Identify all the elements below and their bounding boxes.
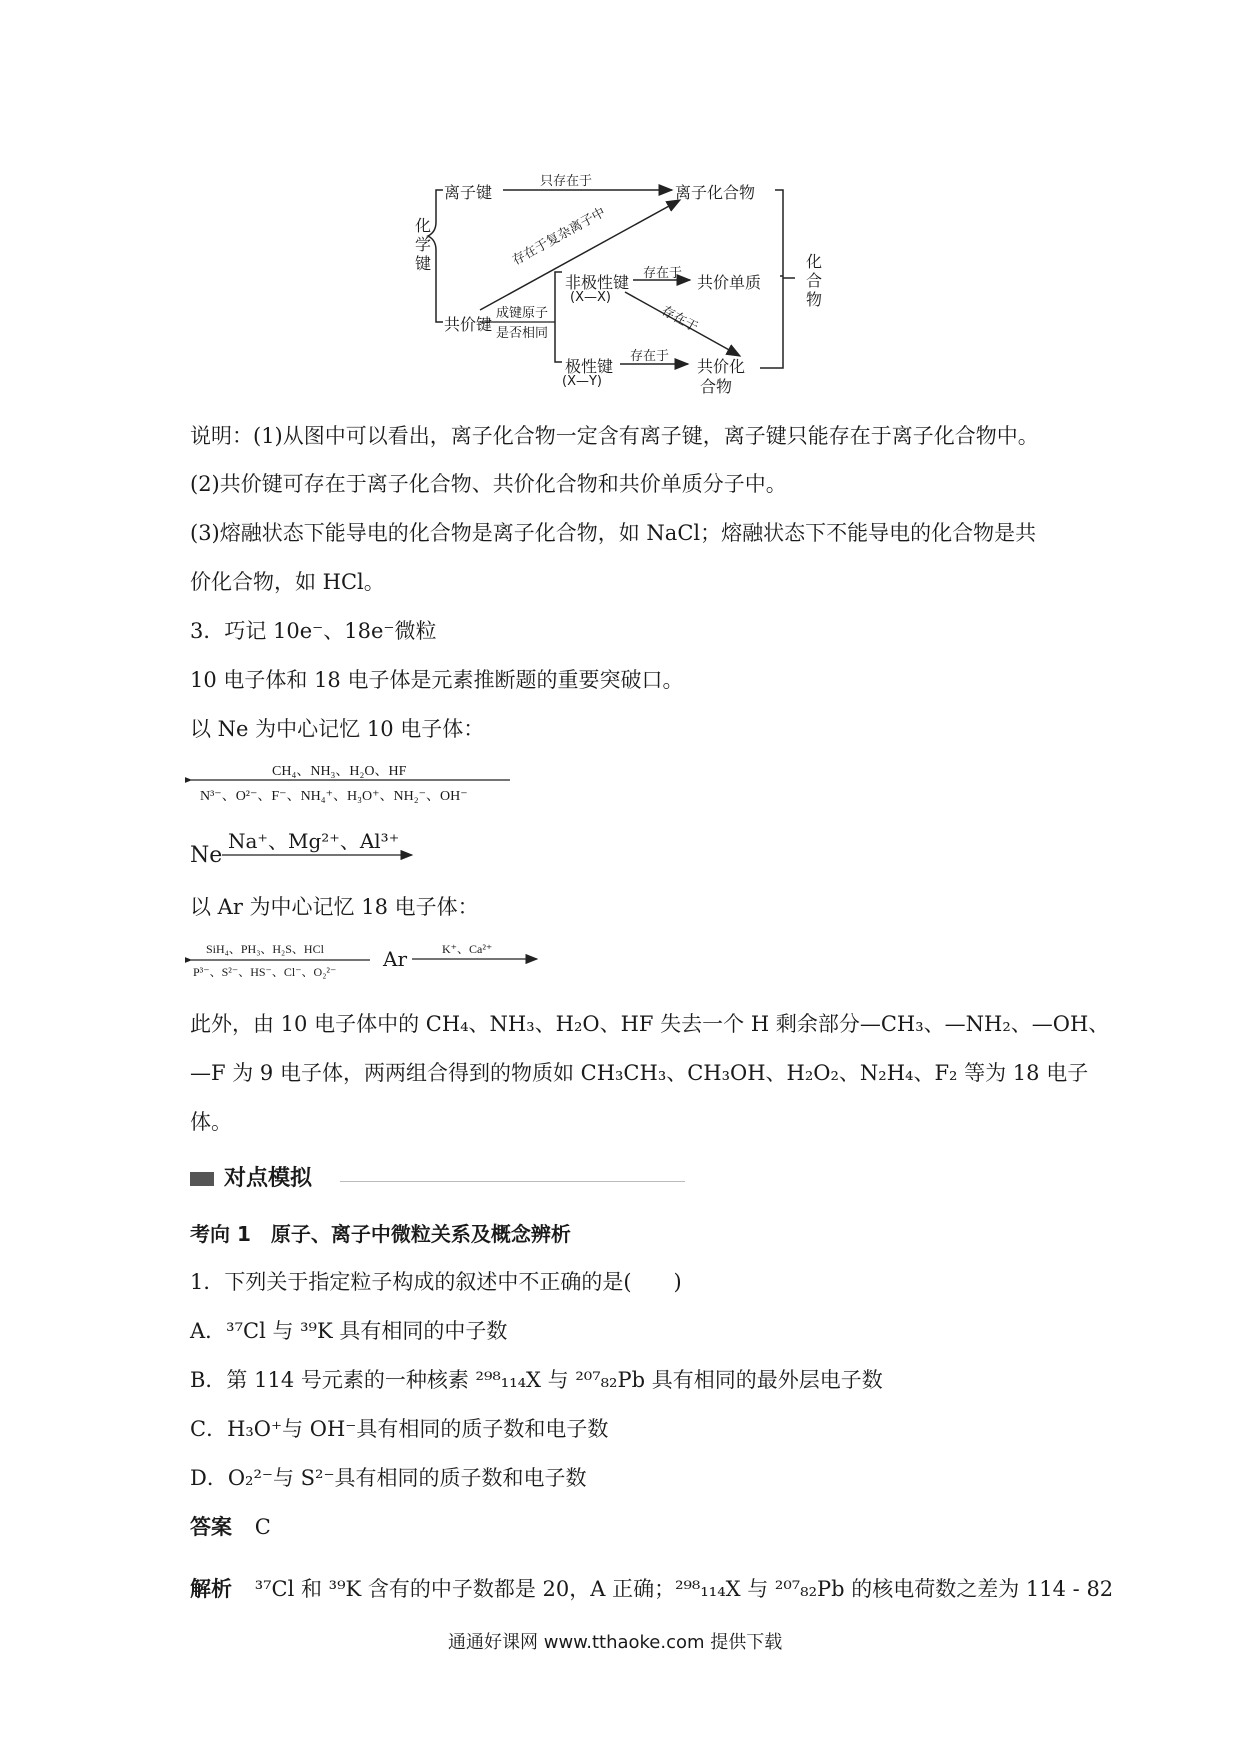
nonpolar-formula: (X—X) bbox=[570, 290, 611, 305]
only-in-label: 只存在于 bbox=[540, 174, 593, 189]
covalent-element-label: 共价单质 bbox=[697, 273, 762, 292]
extra-line-3: 体。 bbox=[190, 1110, 232, 1134]
ne-right-species: Na⁺、Mg²⁺、Al³⁺ bbox=[228, 829, 400, 853]
ar-right-arrow bbox=[412, 952, 547, 966]
ne-bottom-species: N³⁻、O²⁻、F⁻、NH₄⁺、H₃O⁺、NH₂⁻、OH⁻ bbox=[200, 789, 468, 804]
answer-row bbox=[190, 1513, 271, 1541]
option-d: D．O₂²⁻与 S²⁻具有相同的质子数和电子数 bbox=[190, 1466, 587, 1490]
branch-bracket bbox=[555, 272, 562, 362]
section-3-heading: 3．巧记 10e⁻、18e⁻微粒 bbox=[190, 619, 437, 643]
exists-in-label-1: 存在于 bbox=[643, 266, 683, 281]
chem-bond-label: 化学键 bbox=[415, 216, 432, 273]
compound-label: 化合物 bbox=[806, 252, 823, 309]
ne-center: Ne bbox=[190, 843, 223, 868]
option-a: A．³⁷Cl 与 ³⁹K 具有相同的中子数 bbox=[190, 1319, 508, 1343]
polar-formula: (X—Y) bbox=[562, 374, 602, 389]
option-c: C．H₃O⁺与 OH⁻具有相同的质子数和电子数 bbox=[190, 1417, 609, 1441]
ionic-bond-label: 离子键 bbox=[444, 183, 493, 202]
ar-top-species: SiH₄、PH₃、H₂S、HCl bbox=[206, 942, 324, 956]
topic-heading: 考向 1 原子、离子中微粒关系及概念辨析 bbox=[190, 1222, 571, 1246]
note-2: (2)共价键可存在于离子化合物、共价化合物和共价单质分子中。 bbox=[190, 472, 787, 496]
nonpolar-bond-label: 非极性键 bbox=[565, 273, 630, 292]
note-3b: 价化合物，如 HCl。 bbox=[190, 570, 385, 594]
polar-bond-label: 极性键 bbox=[565, 357, 614, 376]
answer-value: C bbox=[254, 1515, 271, 1539]
footer-text: 通通好课网 www.tthaoke.com 提供下载 bbox=[448, 1632, 783, 1653]
practice-title: 对点模拟 bbox=[224, 1166, 313, 1191]
covalent-compound-label-1: 共价化 bbox=[697, 357, 746, 376]
ne-title: 以 Ne 为中心记忆 10 电子体： bbox=[190, 717, 485, 741]
ar-title: 以 Ar 为中心记忆 18 电子体： bbox=[190, 895, 479, 919]
complex-ion-label: 存在于复杂离子中 bbox=[509, 205, 609, 269]
analysis-text: ³⁷Cl 和 ³⁹K 含有的中子数都是 20，A 正确；²⁹⁸₁₁₄X 与 ²⁰⁷₈₂Pb 的核电荷数之差为 114 - 82 bbox=[254, 1577, 1114, 1601]
extra-line-2: —F 为 9 电子体，两两组合得到的物质如 CH₃CH₃、CH₃OH、H₂O₂、N₂H₄、F₂ 等为 18 电子 bbox=[190, 1061, 1089, 1085]
ar-center: Ar bbox=[383, 947, 408, 971]
same-atoms-label-2: 是否相同 bbox=[496, 326, 549, 341]
answer-label: 答案 bbox=[190, 1515, 232, 1539]
ionic-compound-label: 离子化合物 bbox=[675, 183, 756, 202]
covalent-compound-label-2: 合物 bbox=[700, 377, 733, 396]
option-b: B．第 114 号元素的一种核素 ²⁹⁸₁₁₄X 与 ²⁰⁷₈₂Pb 具有相同的最外层电子数 bbox=[190, 1368, 883, 1392]
analysis-label: 解析 bbox=[190, 1577, 232, 1601]
note-1: 说明：(1)从图中可以看出，离子化合物一定含有离子键，离子键只能存在于离子化合物中。 bbox=[190, 424, 1039, 448]
section-3-intro: 10 电子体和 18 电子体是元素推断题的重要突破口。 bbox=[190, 668, 684, 692]
note-3a: (3)熔融状态下能导电的化合物是离子化合物，如 NaCl；熔融状态下不能导电的化合物是共 bbox=[190, 521, 1037, 545]
analysis-row bbox=[190, 1575, 1113, 1603]
covalent-bond-label: 共价键 bbox=[444, 315, 493, 334]
right-bracket bbox=[760, 190, 783, 368]
exists-in-label-3: 存在于 bbox=[630, 349, 670, 364]
ar-right-species: K⁺、Ca²⁺ bbox=[442, 942, 493, 956]
question-1: 1．下列关于指定粒子构成的叙述中不正确的是( ) bbox=[190, 1270, 682, 1294]
exists-in-label-2: 存在于 bbox=[658, 303, 701, 336]
section-marker bbox=[190, 1172, 214, 1186]
section-rule bbox=[340, 1181, 685, 1182]
ar-bottom-species: P³⁻、S²⁻、HS⁻、Cl⁻、O₂²⁻ bbox=[193, 965, 337, 979]
bond-classification-diagram bbox=[0, 0, 1240, 420]
ne-top-species: CH₄、NH₃、H₂O、HF bbox=[272, 764, 407, 779]
same-atoms-label-1: 成键原子 bbox=[496, 306, 549, 321]
ne-right-arrow bbox=[222, 848, 422, 862]
extra-line-1: 此外，由 10 电子体中的 CH₄、NH₃、H₂O、HF 失去一个 H 剩余部分—CH₃、—NH₂、—OH、 bbox=[190, 1012, 1110, 1036]
